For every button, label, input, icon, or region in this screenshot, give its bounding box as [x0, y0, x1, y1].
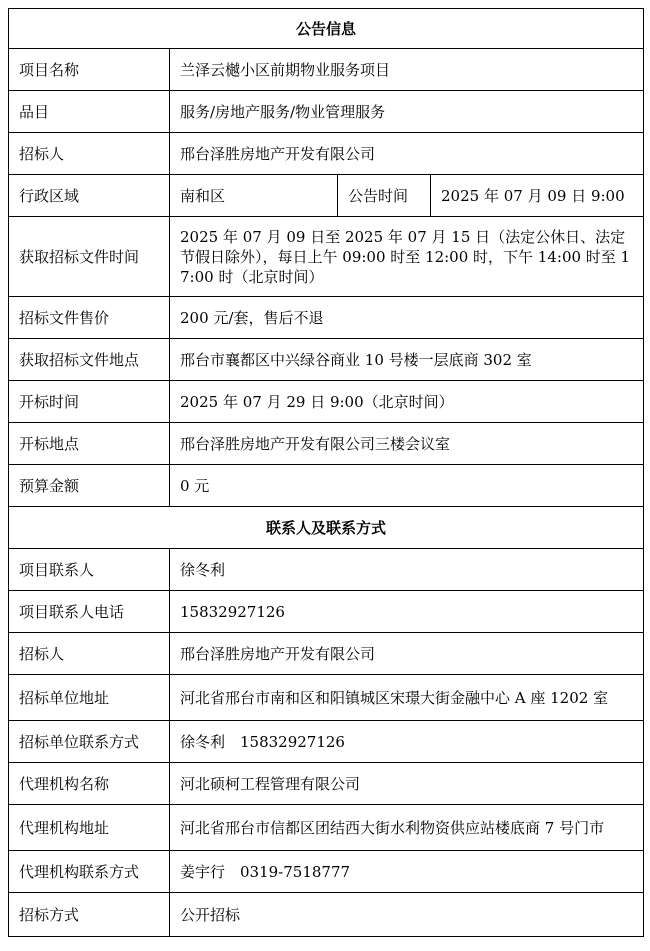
- table-row: [9, 675, 644, 721]
- table-row: [9, 423, 644, 465]
- project-name-label: 项目名称: [9, 49, 170, 91]
- project-phone-label: 项目联系人电话: [9, 591, 170, 633]
- table-row: [9, 297, 644, 339]
- agency-contact-label: 代理机构联系方式: [9, 851, 170, 893]
- agency-name-value: 河北硕柯工程管理有限公司: [170, 763, 644, 805]
- agency-name-label: 代理机构名称: [9, 763, 170, 805]
- table-row: [9, 763, 644, 805]
- category-value: 服务/房地产服务/物业管理服务: [170, 91, 644, 133]
- district-value: 南和区: [170, 175, 338, 217]
- announcement-table: [8, 8, 644, 937]
- announce-time-label: 公告时间: [338, 175, 431, 217]
- tender-method-value: 公开招标: [170, 893, 644, 937]
- budget-value: 0 元: [170, 465, 644, 507]
- table-row: [9, 633, 644, 675]
- budget-label: 预算金额: [9, 465, 170, 507]
- open-time-value: 2025 年 07 月 29 日 9:00（北京时间）: [170, 381, 644, 423]
- tender-method-label: 招标方式: [9, 893, 170, 937]
- doc-place-label: 获取招标文件地点: [9, 339, 170, 381]
- doc-price-value: 200 元/套，售后不退: [170, 297, 644, 339]
- doc-time-value: 2025 年 07 月 09 日至 2025 年 07 月 15 日（法定公休日、法定节假日除外），每日上午 09:00 时至 12:00 时，下午 14:00 时至 17:00 时（北京时间）: [170, 217, 644, 297]
- doc-time-label: 获取招标文件时间: [9, 217, 170, 297]
- project-contact-label: 项目联系人: [9, 549, 170, 591]
- contact-tenderer-value: 邢台泽胜房地产开发有限公司: [170, 633, 644, 675]
- table-row: [9, 805, 644, 851]
- agency-address-label: 代理机构地址: [9, 805, 170, 851]
- tenderer-address-label: 招标单位地址: [9, 675, 170, 721]
- table-row: [9, 893, 644, 937]
- tenderer-label: 招标人: [9, 133, 170, 175]
- table-row: [9, 91, 644, 133]
- table-row: [9, 339, 644, 381]
- table-row: [9, 175, 644, 217]
- table-row: [9, 217, 644, 297]
- section-header-announcement: [9, 9, 644, 49]
- category-label: 品目: [9, 91, 170, 133]
- open-place-label: 开标地点: [9, 423, 170, 465]
- section-title-announcement: 公告信息: [9, 9, 644, 49]
- table-row: [9, 549, 644, 591]
- table-row: [9, 851, 644, 893]
- table-row: [9, 591, 644, 633]
- doc-price-label: 招标文件售价: [9, 297, 170, 339]
- project-contact-value: 徐冬利: [170, 549, 644, 591]
- project-name-value: 兰泽云樾小区前期物业服务项目: [170, 49, 644, 91]
- agency-address-value: 河北省邢台市信都区团结西大街水利物资供应站楼底商 7 号门市: [170, 805, 644, 851]
- table-row: [9, 465, 644, 507]
- table-row: [9, 133, 644, 175]
- open-place-value: 邢台泽胜房地产开发有限公司三楼会议室: [170, 423, 644, 465]
- tenderer-contact-label: 招标单位联系方式: [9, 721, 170, 763]
- announce-time-value: 2025 年 07 月 09 日 9:00: [431, 175, 644, 217]
- table-row: [9, 381, 644, 423]
- contact-tenderer-label: 招标人: [9, 633, 170, 675]
- open-time-label: 开标时间: [9, 381, 170, 423]
- section-header-contact: [9, 507, 644, 549]
- table-row: [9, 49, 644, 91]
- district-label: 行政区域: [9, 175, 170, 217]
- tenderer-contact-value: 徐冬利 15832927126: [170, 721, 644, 763]
- tenderer-value: 邢台泽胜房地产开发有限公司: [170, 133, 644, 175]
- project-phone-value: 15832927126: [170, 591, 644, 633]
- doc-place-value: 邢台市襄都区中兴绿谷商业 10 号楼一层底商 302 室: [170, 339, 644, 381]
- agency-contact-value: 姜宇行 0319-7518777: [170, 851, 644, 893]
- announcement-sheet: [8, 8, 643, 937]
- section-title-contact: 联系人及联系方式: [9, 507, 644, 549]
- tenderer-address-value: 河北省邢台市南和区和阳镇城区宋璟大街金融中心 A 座 1202 室: [170, 675, 644, 721]
- table-row: [9, 721, 644, 763]
